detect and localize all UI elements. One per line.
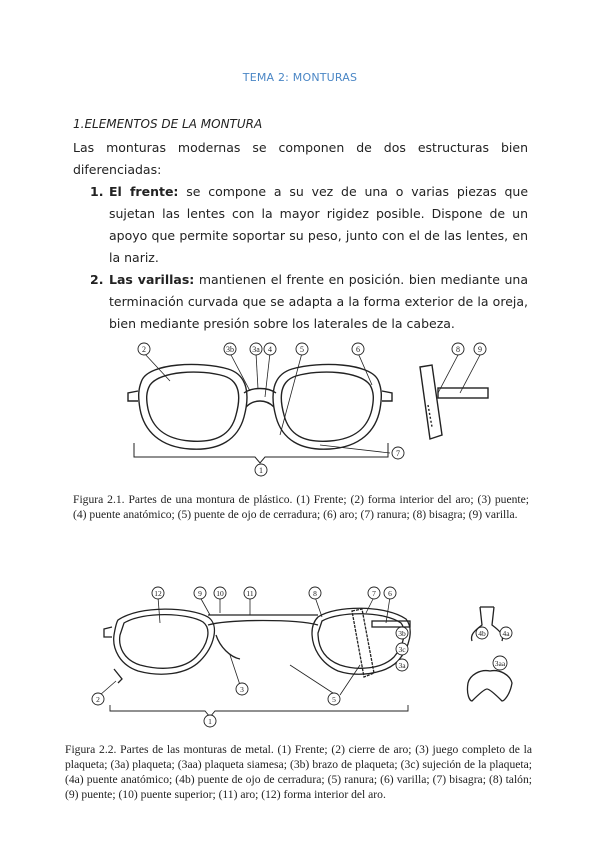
figure1-caption: Figura 2.1. Partes de una montura de plástico. (1) Frente; (2) forma interior del aro; (3) puente; (4) puente anatómico; (5) puente de ojo de cerradura; (6) aro; (7) ranura; (8) bisagra; (9) varilla. [73, 493, 529, 521]
figure1-label: 3b [226, 345, 234, 354]
bridge-lower [246, 401, 274, 407]
list-item-description: mantienen el frente en posición. bien mediante una terminación curvada que se adapta a la forma exterior de la oreja, bien mediante presión sobre los laterales de la cabeza. [109, 272, 528, 331]
list-item-number: 2. [90, 272, 104, 287]
figure2-label: 4b [478, 629, 486, 638]
figure1-label: 9 [478, 345, 482, 354]
list-item-description: se compone a su vez de una o varias piezas que sujetan las lentes con la mayor rigidez posible. Dispone de un apoyo que permite soportar su peso, junto con el de las lentes, en la nariz. [109, 184, 529, 265]
pad-siamese [467, 671, 512, 701]
left-rim-inner [147, 372, 239, 441]
list-item-text [109, 269, 528, 335]
intro-paragraph: Las monturas modernas se componen de dos estructuras bien diferenciadas: [73, 140, 528, 177]
figure2-label: 8 [313, 589, 317, 598]
list-item-number: 1. [90, 184, 104, 199]
hinge-view [352, 609, 374, 677]
figure2-label: 9 [198, 589, 202, 598]
plastic-frame-figure [120, 335, 500, 485]
figure2-label: 3b [398, 629, 406, 638]
pad [216, 635, 240, 659]
metal-frame-figure [90, 585, 540, 735]
page-title: TEMA 2: MONTURAS [242, 71, 358, 84]
figure1-label: 8 [456, 345, 460, 354]
figure2-label: 3a [398, 661, 406, 670]
list-item-term: El frente: [109, 184, 179, 199]
list-item [90, 181, 528, 269]
bridge [208, 621, 318, 626]
figure2-label: 7 [372, 589, 376, 598]
figure2-label: 5 [332, 695, 336, 704]
right-rim-inner [281, 372, 373, 441]
section-heading: 1.ELEMENTOS DE LA MONTURA [73, 117, 263, 131]
left-rim [139, 364, 247, 449]
right-rim [273, 364, 381, 449]
figure1-label: 1 [259, 466, 263, 475]
elements-list [90, 181, 528, 335]
figure1-label: 6 [356, 345, 360, 354]
figure2-label: 3c [398, 645, 406, 654]
figure2-caption: Figura 2.2. Partes de las monturas de metal. (1) Frente; (2) cierre de aro; (3) juego completo de la plaqueta; (3a) plaqueta; (3aa) plaqueta siamesa; (3b) brazo de plaqueta; (3c) sujeción de la plaqueta; (4a) puente anatómico; (4b) puente de ojo de cerradura; (5) ranura; (6) varilla; (7) bisagra; (8) talón; (9) puente; (10) puente superior; (11) aro; (12) forma interior del aro. [65, 743, 532, 801]
hinge-view [420, 365, 442, 439]
figure2-label: 2 [96, 695, 100, 704]
figure2-label: 3 [240, 685, 244, 694]
brace [110, 705, 408, 717]
figure1-label: 7 [396, 449, 400, 458]
figure1-label: 2 [142, 345, 146, 354]
figure2-label: 11 [246, 589, 254, 598]
list-item-term: Las varillas: [109, 272, 195, 287]
figure2-label: 3aa [494, 659, 506, 668]
left-rim-inner [120, 615, 208, 669]
temple-bar [372, 621, 410, 627]
figure1-label: 3a [252, 345, 260, 354]
figure2-label: 4a [502, 629, 510, 638]
figure2-label: 6 [388, 589, 392, 598]
figure2-label: 1 [208, 717, 212, 726]
right-rim-inner [318, 614, 404, 669]
figure2-label: 12 [154, 589, 162, 598]
left-rim [114, 609, 215, 674]
figure1-label: 4 [268, 345, 272, 354]
figure1-label: 5 [300, 345, 304, 354]
figure2-label: 10 [216, 589, 224, 598]
temple-bar [438, 388, 488, 398]
list-item [90, 269, 528, 335]
list-item-text [109, 181, 528, 269]
